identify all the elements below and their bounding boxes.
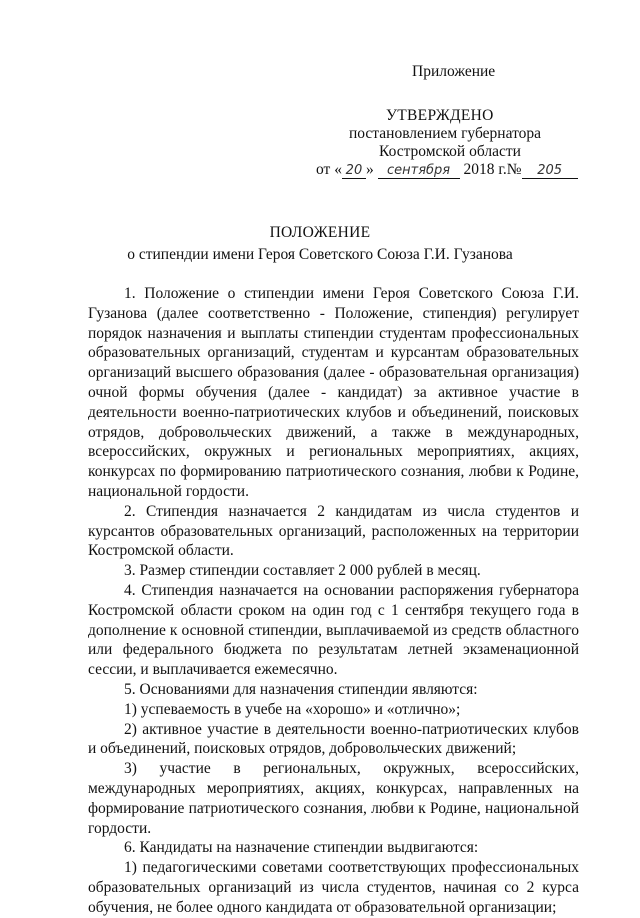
decree-line: постановлением губернатора <box>349 125 542 142</box>
appendix-label: Приложение <box>412 63 496 80</box>
document-number: 205 <box>522 163 578 179</box>
date-month: сентября <box>378 163 460 179</box>
paragraph-4: 4. Стипендия назначается на основании распоряжения губернатора Костромской области сроком на один год с 1 сентября текущего года в дополнение к основной стипендии, выплачиваемой из средств областного или федерального бюджета по результатам летней экзаменационной сессии, и выплачивается ежемесячно. <box>88 581 579 679</box>
approved-label: УТВЕРЖДЕНО <box>386 107 494 124</box>
date-mid: » <box>365 161 374 178</box>
paragraph-3: 3. Размер стипендии составляет 2 000 рублей в месяц. <box>124 562 481 580</box>
paragraph-2: 2. Стипендия назначается 2 кандидатам из числа студентов и курсантов образовательных организаций, расположенных на территории Костромской области. <box>88 502 579 560</box>
paragraph-5-item-3: 3) участие в региональных, окружных, всероссийских, международных мероприятиях, акциях, конкурсах, направленных на формирование патриотического сознания, любви к Родине, национальной гордости. <box>88 760 579 837</box>
paragraph-6-item-1: 1) педагогическими советами соответствующих профессиональных образовательных организаций из числа студентов, начиная со 2 курса обучения, не более одного кандидата от образовательной организации; <box>88 859 579 916</box>
paragraph-1: 1. Положение о стипендии имени Героя Советского Союза Г.И. Гузанова (далее соответственно - Положение, стипендия) регулирует порядок назначения и выплаты стипендии студентам профессиональных образовательных организаций, студентам и курсантам образовательных организаций высшего образования (далее - образовательная организация) очной формы обучения (далее - кандидат) за активное участие в деятельности военно-патриотических клубов и объединений, поисковых отрядов, добровольческих движений, а также в международных, всероссийских, окружных и региональных мероприятиях, акциях, конкурсах по формированию патриотического сознания, любви к Родине, национальной гордости. <box>88 285 579 500</box>
date-year: 2018 г.№ <box>463 161 522 178</box>
document-body <box>88 284 579 918</box>
region-line: Костромской области <box>379 143 521 160</box>
paragraph-5-item-1: 1) успеваемость в учебе на «хорошо» и «отлично»; <box>124 700 461 718</box>
date-line <box>316 161 578 179</box>
paragraph-5-item-2: 2) активное участие в деятельности военно-патриотических клубов и объединений, поисковых отрядов, добровольческих движений; <box>88 720 579 758</box>
paragraph-6: 6. Кандидаты на назначение стипендии выдвигаются: <box>124 839 479 857</box>
date-prefix: от « <box>316 161 342 178</box>
paragraph-5: 5. Основаниями для назначения стипендии являются: <box>124 680 478 698</box>
date-day: 20 <box>342 163 366 179</box>
document-title: ПОЛОЖЕНИЕ <box>269 224 371 241</box>
document-subtitle: о стипендии имени Героя Советского Союза Г.И. Гузанова <box>127 246 513 263</box>
